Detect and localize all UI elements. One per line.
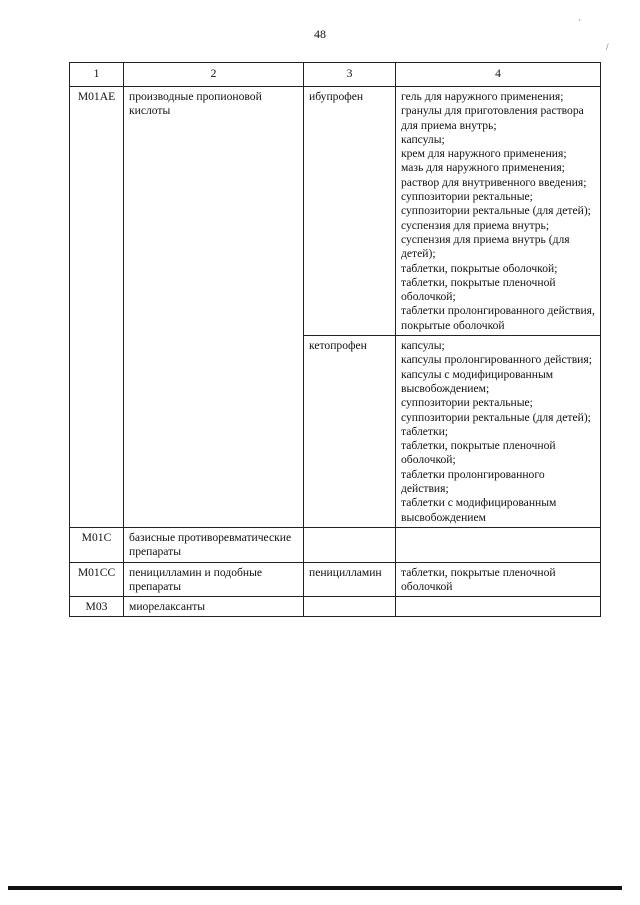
dosage-form: таблетки, покрытые пленочной оболочкой; [401, 275, 556, 304]
dosage-form: таблетки пролонгированного действия; [401, 467, 545, 496]
dosage-form: суппозитории ректальные (для детей); [401, 410, 591, 424]
dosage-forms [396, 597, 601, 617]
dosage-forms [396, 527, 601, 562]
dosage-forms [396, 87, 601, 336]
dosage-form: таблетки пролонгированного действия, [401, 304, 595, 318]
dosage-form: суппозитории ректальные; [401, 396, 533, 410]
drug-table [69, 62, 601, 617]
dosage-form: суппозитории ректальные; [401, 190, 533, 204]
group-name: миорелаксанты [124, 597, 304, 617]
dosage-form: капсулы пролонгированного действия; [401, 353, 592, 367]
table-header-row [70, 63, 601, 87]
scan-mark: ´ [578, 18, 581, 28]
group-name: базисные противоревматические препараты [124, 527, 304, 562]
dosage-form: капсулы; [401, 339, 445, 353]
dosage-form: раствор для внутривенного введения; [401, 175, 587, 189]
dosage-form: мазь для наружного применения; [401, 161, 565, 175]
dosage-form: суспензия для приема внутрь (для детей); [401, 232, 570, 261]
dosage-forms: таблетки, покрытые пленочной оболочкой [396, 562, 601, 597]
table-row [70, 562, 601, 597]
drug-name [304, 527, 396, 562]
table-row [70, 87, 601, 336]
scan-mark: / [606, 42, 609, 52]
group-name: производные пропионовой кислоты [124, 87, 304, 528]
page-number: 48 [314, 27, 326, 41]
column-header: 1 [70, 63, 124, 87]
drug-name [304, 597, 396, 617]
atc-code: M01AE [70, 87, 124, 528]
dosage-form: суппозитории ректальные (для детей); [401, 204, 591, 218]
atc-code: M03 [70, 597, 124, 617]
dosage-form: таблетки с модифицированным высвобождением [401, 496, 557, 524]
group-name: пеницилламин и подобные препараты [124, 562, 304, 597]
atc-code: M01CC [70, 562, 124, 597]
column-header: 3 [304, 63, 396, 87]
table-row [70, 597, 601, 617]
atc-code: M01C [70, 527, 124, 562]
dosage-form: таблетки, покрытые оболочкой; [401, 261, 558, 275]
column-header: 2 [124, 63, 304, 87]
dosage-form: крем для наружного применения; [401, 147, 567, 161]
dosage-form: капсулы с модифицированным высвобождением; [401, 367, 554, 395]
dosage-forms [396, 336, 601, 528]
table-row [70, 527, 601, 562]
dosage-form: капсулы; [401, 132, 445, 146]
drug-name: пеницилламин [304, 562, 396, 597]
dosage-form: таблетки, покрытые пленочной оболочкой; [401, 439, 556, 467]
dosage-form: таблетки; [401, 424, 449, 438]
dosage-form: гранулы для приготовления раствора для приема внутрь; [401, 104, 584, 132]
drug-name: ибупрофен [304, 87, 396, 336]
footer-rule [8, 886, 622, 890]
drug-name: кетопрофен [304, 336, 396, 528]
column-header: 4 [396, 63, 601, 87]
dosage-form: суспензия для приема внутрь; [401, 218, 550, 232]
dosage-form: покрытые оболочкой [401, 318, 505, 332]
dosage-form: гель для наружного применения; [401, 90, 564, 103]
